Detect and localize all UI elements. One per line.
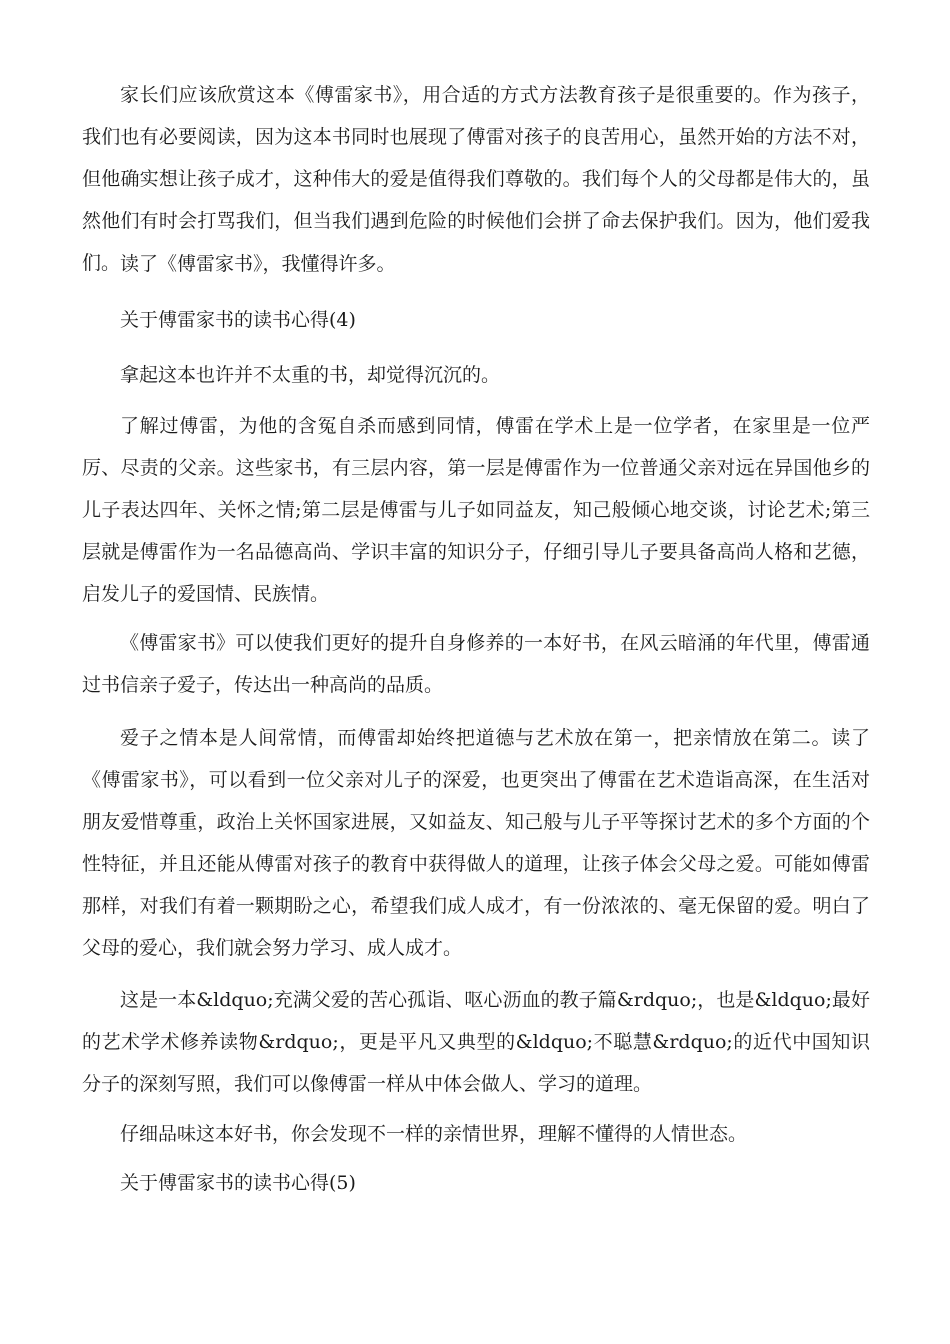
section-heading-5: 关于傅雷家书的读书心得(5) [120, 1172, 356, 1194]
section-heading-4: 关于傅雷家书的读书心得(4) [120, 309, 356, 331]
paragraph-heavy-book: 拿起这本也许并不太重的书，却觉得沉沉的。 [120, 364, 501, 386]
paragraph-good-book: 《傅雷家书》可以使我们更好的提升自身修养的一本好书，在风云暗涌的年代里，傅雷通过书信亲子爱子，传达出一种高尚的品质。 [82, 632, 870, 696]
paragraph-about-fu-lei: 了解过傅雷，为他的含冤自杀而感到同情，傅雷在学术上是一位学者，在家里是一位严厉、尽责的父亲。这些家书，有三层内容，第一层是傅雷作为一位普通父亲对远在异国他乡的儿子表达四年、关怀之情;第二层是傅雷与儿子如同益友，知己般倾心地交谈，讨论艺术;第三层就是傅雷作为一名品德高尚、学识丰富的知识分子，仔细引导儿子要具备高尚人格和艺德，启发儿子的爱国情、民族情。 [82, 415, 870, 605]
paragraph-savor-the-book: 仔细品味这本好书，你会发现不一样的亲情世界，理解不懂得的人情世态。 [120, 1123, 748, 1145]
paragraph-this-is-a-book: 这是一本&ldquo;充满父爱的苦心孤诣、呕心沥血的教子篇&rdquo;，也是&ldquo;最好的艺术学术修养读物&rdquo;，更是平凡又典型的&ldquo;不聪慧&rdquo;的近代中国知识分子的深刻写照，我们可以像傅雷一样从中体会做人、学习的道理。 [82, 989, 870, 1095]
paragraph-love-for-son: 爱子之情本是人间常情，而傅雷却始终把道德与艺术放在第一，把亲情放在第二。读了《傅雷家书》，可以看到一位父亲对儿子的深爱，也更突出了傅雷在艺术造诣高深，在生活对朋友爱惜尊重，政治上关怀国家进展，又如益友、知己般与儿子平等探讨艺术的多个方面的个性特征，并且还能从傅雷对孩子的教育中获得做人的道理，让孩子体会父母之爱。可能如傅雷那样，对我们有着一颗期盼之心，希望我们成人成才，有一份浓浓的、毫无保留的爱。明白了父母的爱心，我们就会努力学习、成人成才。 [82, 727, 870, 959]
paragraph-parents-should-appreciate: 家长们应该欣赏这本《傅雷家书》，用合适的方式方法教育孩子是很重要的。作为孩子，我们也有必要阅读，因为这本书同时也展现了傅雷对孩子的良苦用心，虽然开始的方法不对，但他确实想让孩子成才，这种伟大的爱是值得我们尊敬的。我们每个人的父母都是伟大的，虽然他们有时会打骂我们，但当我们遇到危险的时候他们会拼了命去保护我们。因为，他们爱我们。 [82, 84, 870, 274]
paragraph-learned-much: 读了《傅雷家书》，我懂得许多。 [120, 253, 396, 275]
